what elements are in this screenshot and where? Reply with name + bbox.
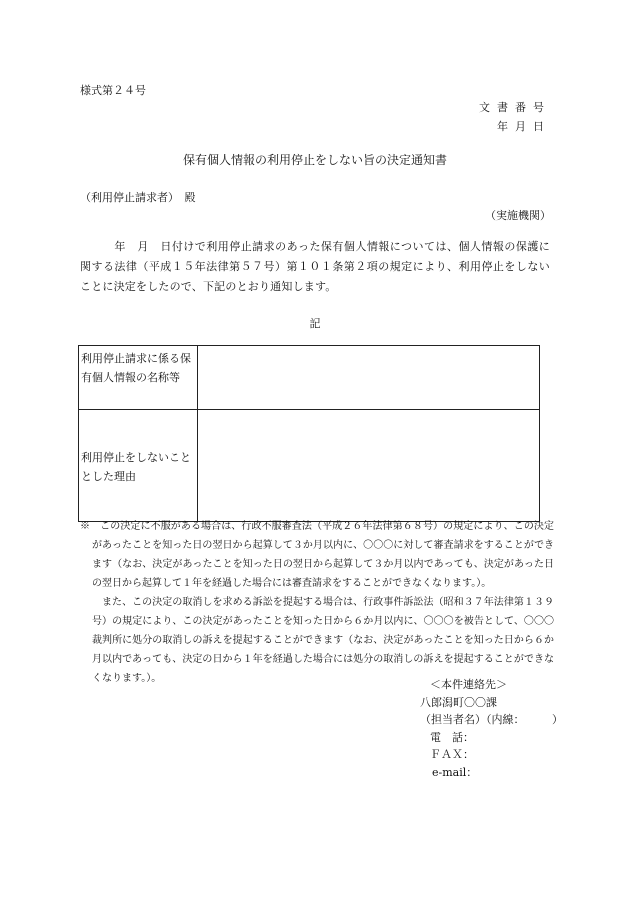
decision-table [78, 345, 540, 522]
note-lawsuit: また、この決定の取消しを求める訴訟を提起する場合は、行政事件訴訟法（昭和３７年法律第１３９号）の規定により、この決定があったことを知った日から６か月以内に、〇〇〇を被告として、〇〇〇裁判所に処分の取消しの訴えを提起することができます（なお、決定があったことを知った日から６か月以内であっても、決定の日から１年を経過した場合には処分の取消しの訴えを提起することができなくなります。）。 [92, 597, 554, 684]
row-value-info-name [198, 346, 540, 410]
body-paragraph: 年 月 日付けで利用停止請求のあった保有個人情報については、個人情報の保護に関する法律（平成１５年法律第５７号）第１０１条第２項の規定により、利用停止をしないことに決定をしたので、下記のとおり通知します。 [80, 240, 550, 293]
document-title: 保有個人情報の利用停止をしない旨の決定通知書 [182, 153, 447, 167]
row-label-info-name: 利用停止請求に係る保有個人情報の名称等 [79, 346, 198, 410]
row-label-reason: 利用停止をしないこととした理由 [79, 410, 198, 522]
ki-heading: 記 [309, 317, 321, 330]
table-row [79, 346, 540, 410]
contact-fax: ＦＡＸ： [430, 748, 474, 761]
addressee: （利用停止請求者） 殿 [80, 191, 196, 204]
notes-section [80, 517, 554, 688]
issuing-agency: （実施機関） [485, 209, 551, 222]
document-date: 年月日 [497, 120, 551, 133]
contact-department: 八郎潟町〇〇課 [420, 695, 497, 709]
table-row [79, 410, 540, 522]
contact-person: （担当者名）（内線： ） [420, 713, 563, 726]
document-number: 文書番号 [479, 101, 551, 114]
contact-phone: 電 話： [430, 730, 474, 744]
note-review-request: ※ この決定に不服がある場合は、行政不服審査法（平成２６年法律第６８号）の規定により、この決定があったことを知った日の翌日から起算して３か月以内に、〇〇〇に対して審査請求をすることができます（なお、決定があったことを知った日の翌日から起算して３か月以内であっても、決定があった日の翌日から起算して１年を経過した場合には審査請求をすることができなくなります。）。 [80, 521, 554, 589]
contact-block [420, 676, 563, 781]
contact-email: e-mail： [432, 765, 478, 779]
contact-heading: ＜本件連絡先＞ [430, 678, 507, 691]
row-value-reason [198, 410, 540, 522]
form-number: 様式第２４号 [80, 84, 146, 97]
